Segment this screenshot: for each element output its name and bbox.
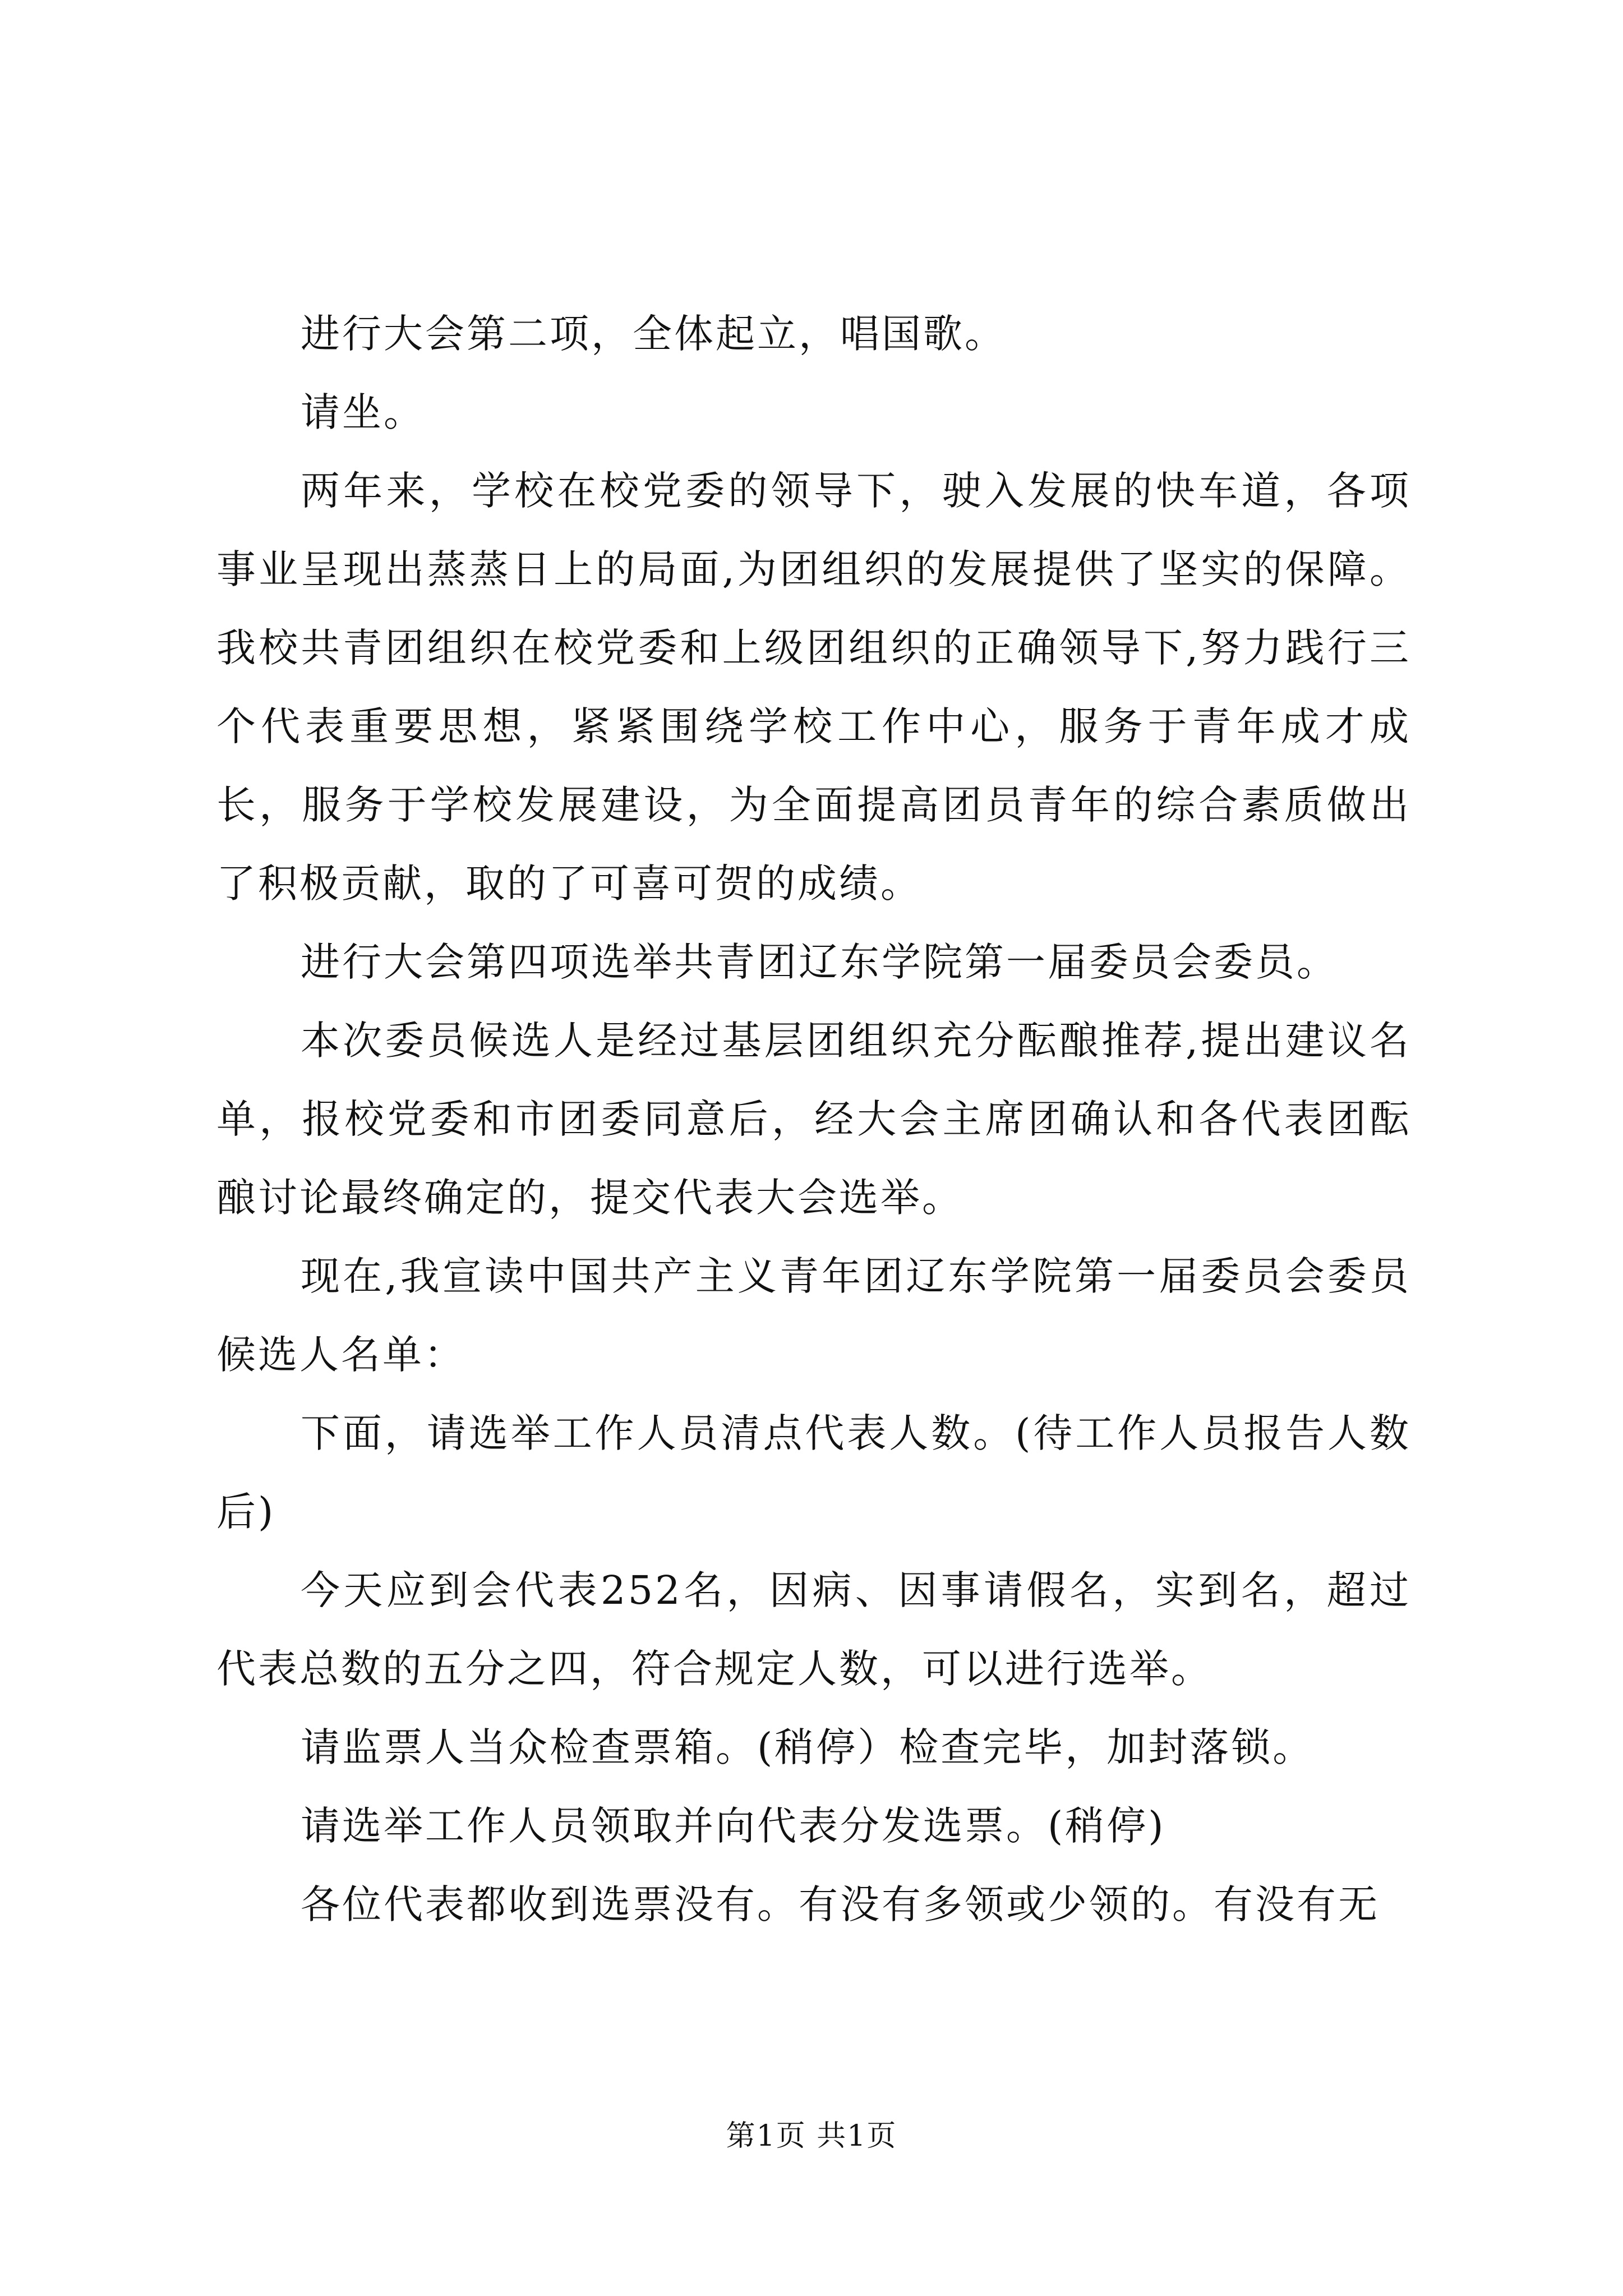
paragraph-8: 今天应到会代表252名，因病、因事请假名，实到名，超过代表总数的五分之四，符合规定人数，可以进行选举。 [216,1567,1411,1692]
paragraph-2: 请坐。 [301,389,425,435]
paragraph-7: 下面，请选举工作人员清点代表人数。(待工作人员报告人数后) [216,1410,1411,1535]
paragraph-1: 进行大会第二项，全体起立，唱国歌。 [301,311,1006,357]
document-body [216,295,1411,1944]
page-number-label: 第1页 共1页 [726,2119,897,2153]
paragraph-9: 请监票人当众检查票箱。(稍停）检查完毕，加封落锁。 [301,1724,1315,1770]
paragraph-11: 各位代表都收到选票没有。有没有多领或少领的。有没有无 [301,1881,1380,1927]
paragraph-4: 进行大会第四项选举共青团辽东学院第一届委员会委员。 [301,939,1338,985]
paragraph-6: 现在,我宣读中国共产主义青年团辽东学院第一届委员会委员候选人名单： [216,1253,1411,1378]
paragraph-10: 请选举工作人员领取并向代表分发选票。(稍停) [301,1803,1166,1849]
page-footer [0,2114,1623,2159]
paragraph-3: 两年来，学校在校党委的领导下，驶入发展的快车道，各项事业呈现出蒸蒸日上的局面,为团组织的发展提供了坚实的保障。我校共青团组织在校党委和上级团组织的正确领导下,努力践行三个代表重要思想，紧紧围绕学校工作中心，服务于青年成才成长，服务于学校发展建设，为全面提高团员青年的综合素质做出了积极贡献，取的了可喜可贺的成绩。 [216,468,1411,907]
paragraph-5: 本次委员候选人是经过基层团组织充分酝酿推荐,提出建议名单，报校党委和市团委同意后，经大会主席团确认和各代表团酝酿讨论最终确定的，提交代表大会选举。 [216,1018,1411,1221]
